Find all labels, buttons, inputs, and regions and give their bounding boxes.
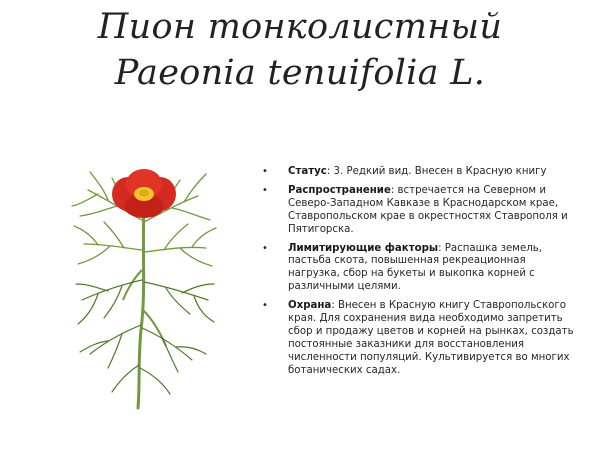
item-label: Охрана — [288, 300, 332, 312]
item-text: : Распашка земель, пастьба скота, повышенная рекреационная нагрузка, сбор на букеты и выкопка корней с различными целями. — [288, 242, 543, 293]
peony-illustration — [68, 160, 218, 410]
title-latin-name: Paeonia tenuifolia L. — [114, 53, 486, 93]
list-item-limiting-factors — [262, 243, 578, 295]
bullet: • — [262, 300, 268, 312]
bullet: • — [262, 166, 268, 177]
item-label: Лимитирующие факторы — [288, 242, 439, 254]
bullet: • — [262, 242, 268, 254]
info-list — [262, 166, 578, 384]
bullet: • — [262, 184, 268, 196]
item-text: : встречается на Северном и Северо-Западном Кавказе в Краснодарском крае, Ставропольском крае в окрестностях Ставрополя и Пятигорска. — [288, 184, 568, 235]
list-item-status — [262, 166, 578, 179]
item-text: : 3. Редкий вид. Внесен в Красную книгу — [326, 166, 547, 177]
item-label: Распространение — [288, 184, 391, 196]
peony-stem — [123, 208, 166, 408]
item-text: : Внесен в Красную книгу Ставропольского края. Для сохранения вида необходимо запретить сбор и продажу цветов и корней на рынках, создать постоянные заказники для восстановления численности популяций. Культивируется во многих ботанических садах. — [288, 300, 574, 376]
list-item-distribution — [262, 185, 578, 237]
slide-title — [0, 4, 600, 96]
item-label: Статус — [288, 166, 327, 177]
title-russian-name: Пион тонколистный — [97, 7, 503, 47]
list-item-protection — [262, 300, 578, 377]
